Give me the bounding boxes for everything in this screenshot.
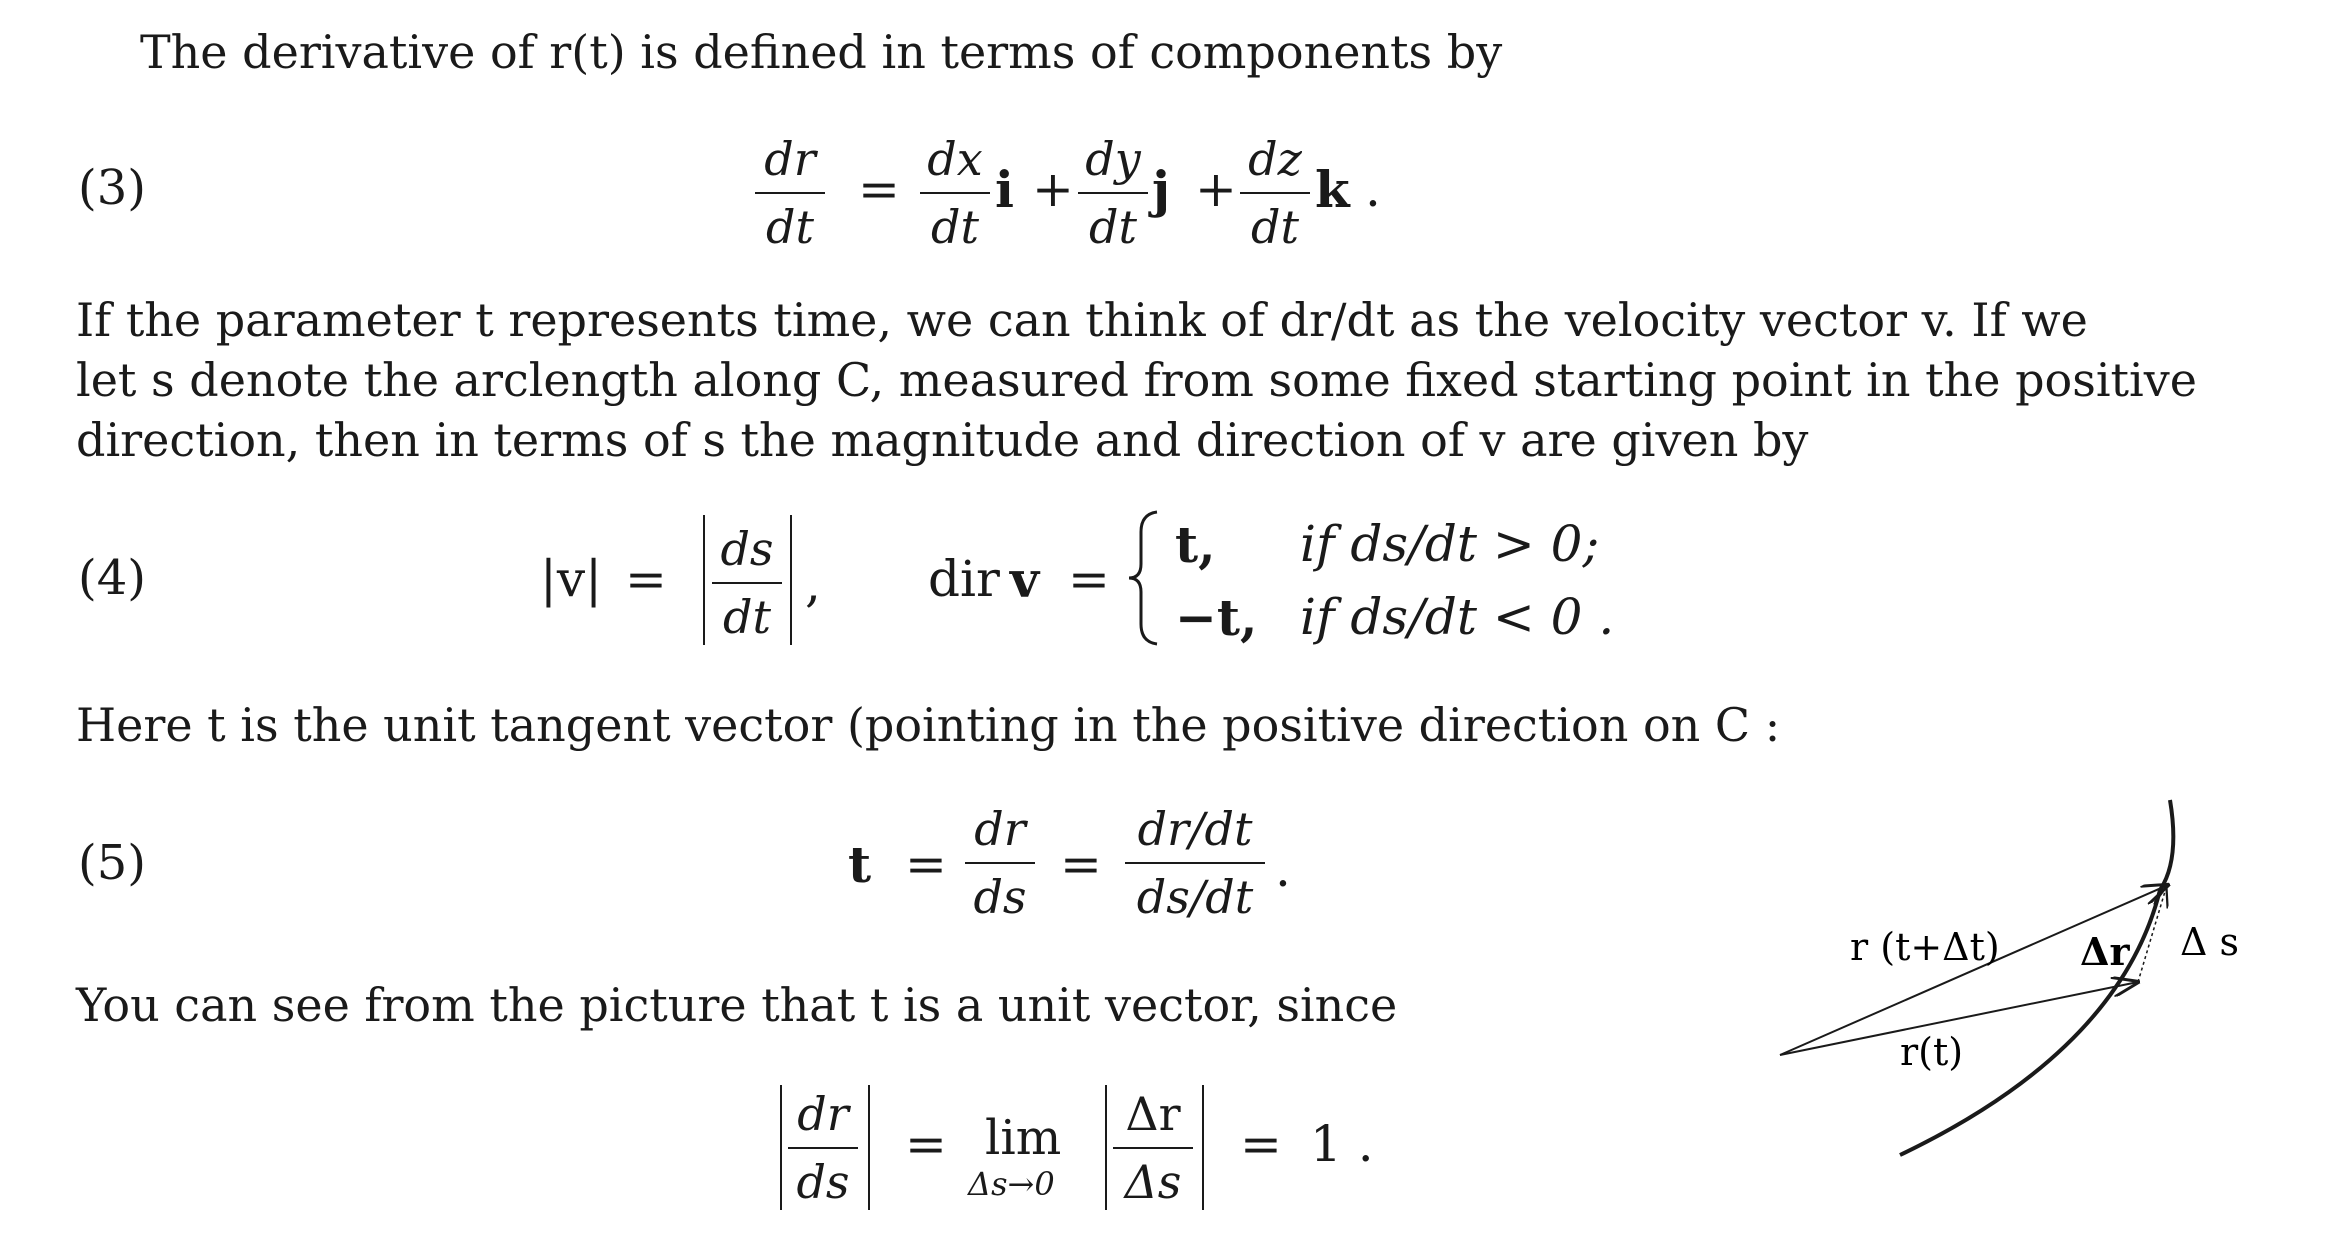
eq6-equals-1: = bbox=[905, 1115, 947, 1173]
eq6-abs2-right-bar bbox=[1202, 1085, 1204, 1210]
eq3-equals: = bbox=[858, 160, 900, 218]
eq5-num1: dr bbox=[974, 802, 1026, 856]
eq4-equals-1: = bbox=[625, 550, 667, 608]
eq4-abs-v: |v| bbox=[540, 550, 602, 608]
eq3-period: . bbox=[1365, 160, 1381, 218]
eq5-equals-1: = bbox=[905, 835, 947, 893]
para-unit-tangent: Here t is the unit tangent vector (pointing in the positive direction on C : bbox=[76, 698, 1781, 752]
para-unit-vector: You can see from the picture that t is a unit vector, since bbox=[76, 978, 1398, 1032]
eq3-lhs-den: dt bbox=[766, 200, 814, 254]
eq6-den2: Δs bbox=[1124, 1155, 1182, 1209]
eq3-j: j bbox=[1152, 160, 1171, 219]
eq6-num2: Δr bbox=[1125, 1087, 1181, 1141]
eq3-y-den: dt bbox=[1089, 200, 1137, 254]
eq6-equals-2: = bbox=[1240, 1115, 1282, 1173]
eq3-number: (3) bbox=[78, 160, 146, 216]
eq3-plus-2: + bbox=[1195, 160, 1237, 218]
eq6-dr-ds-fraction bbox=[788, 1085, 858, 1211]
eq3-k: k bbox=[1315, 160, 1350, 219]
eq6-den1: ds bbox=[796, 1155, 850, 1209]
eq3-plus-1: + bbox=[1032, 160, 1074, 218]
para-velocity-line1: If the parameter t represents time, we can think of dr/dt as the velocity vector v. If we bbox=[76, 293, 2088, 347]
eq5-den1: ds bbox=[973, 870, 1027, 924]
label-r-t-plus-dt: r (t+Δt) bbox=[1850, 925, 2000, 969]
eq5-num2: dr/dt bbox=[1137, 802, 1253, 856]
eq5-den2: ds/dt bbox=[1136, 870, 1254, 924]
eq3-z-fraction bbox=[1240, 130, 1310, 256]
eq4-case2-condition: if ds/dt < 0 . bbox=[1300, 588, 1615, 646]
label-r-t: r(t) bbox=[1900, 1030, 1964, 1074]
eq6-abs1-right-bar bbox=[868, 1085, 870, 1210]
eq3-z-num: dz bbox=[1248, 132, 1302, 186]
eq3-y-num: dy bbox=[1085, 132, 1141, 186]
curve-c bbox=[1900, 800, 2173, 1155]
eq3-x-fraction bbox=[920, 130, 990, 256]
vector-delta-r bbox=[2138, 888, 2166, 982]
eq6-delta-fraction bbox=[1113, 1085, 1193, 1211]
label-delta-r: Δr bbox=[2080, 929, 2130, 974]
eq4-dir-label: dir bbox=[928, 550, 1000, 608]
eq3-i: i bbox=[995, 160, 1014, 219]
para-velocity-line3: direction, then in terms of s the magnitude and direction of v are given by bbox=[76, 413, 1809, 467]
eq4-number: (4) bbox=[78, 550, 146, 606]
eq5-t: t bbox=[848, 835, 872, 894]
eq5-equals-2: = bbox=[1060, 835, 1102, 893]
eq4-dir-v: v bbox=[1010, 550, 1040, 609]
eq4-den: dt bbox=[723, 590, 771, 644]
eq6-abs2-left-bar bbox=[1105, 1085, 1107, 1210]
eq5-compound-fraction bbox=[1125, 800, 1265, 926]
eq4-case1-condition: if ds/dt > 0; bbox=[1300, 515, 1600, 573]
eq3-x-num: dx bbox=[927, 132, 983, 186]
tangent-figure bbox=[1760, 790, 2240, 1170]
eq3-z-den: dt bbox=[1251, 200, 1299, 254]
intro-sentence: The derivative of r(t) is defined in terms of components by bbox=[140, 25, 1503, 79]
eq6-num1: dr bbox=[797, 1087, 849, 1141]
eq4-comma: , bbox=[805, 555, 821, 613]
eq4-case1-value: t, bbox=[1175, 515, 1216, 574]
eq3-lhs-num: dr bbox=[764, 132, 816, 186]
eq5-dr-ds-fraction bbox=[965, 800, 1035, 926]
eq4-equals-2: = bbox=[1068, 550, 1110, 608]
eq5-number: (5) bbox=[78, 835, 146, 891]
eq4-ds-dt-fraction bbox=[712, 520, 782, 646]
eq6-abs1-left-bar bbox=[780, 1085, 782, 1210]
eq6-result: 1 . bbox=[1310, 1115, 1374, 1173]
eq4-abs-right-bar bbox=[790, 515, 792, 645]
eq4-case2-value: −t, bbox=[1175, 588, 1258, 647]
eq3-x-den: dt bbox=[931, 200, 979, 254]
eq3-y-fraction bbox=[1078, 130, 1148, 256]
eq4-brace bbox=[1125, 508, 1165, 648]
label-delta-s: Δ s bbox=[2180, 920, 2240, 964]
eq6-lim: lim bbox=[985, 1110, 1062, 1166]
para-velocity-line2: let s denote the arclength along C, measured from some fixed starting point in the positive bbox=[76, 353, 2197, 407]
eq4-abs-left-bar bbox=[703, 515, 705, 645]
eq3-lhs-fraction bbox=[755, 130, 825, 256]
eq4-num: ds bbox=[720, 522, 774, 576]
eq6-lim-subscript: Δs→0 bbox=[968, 1165, 1055, 1203]
eq5-period: . bbox=[1275, 840, 1291, 898]
